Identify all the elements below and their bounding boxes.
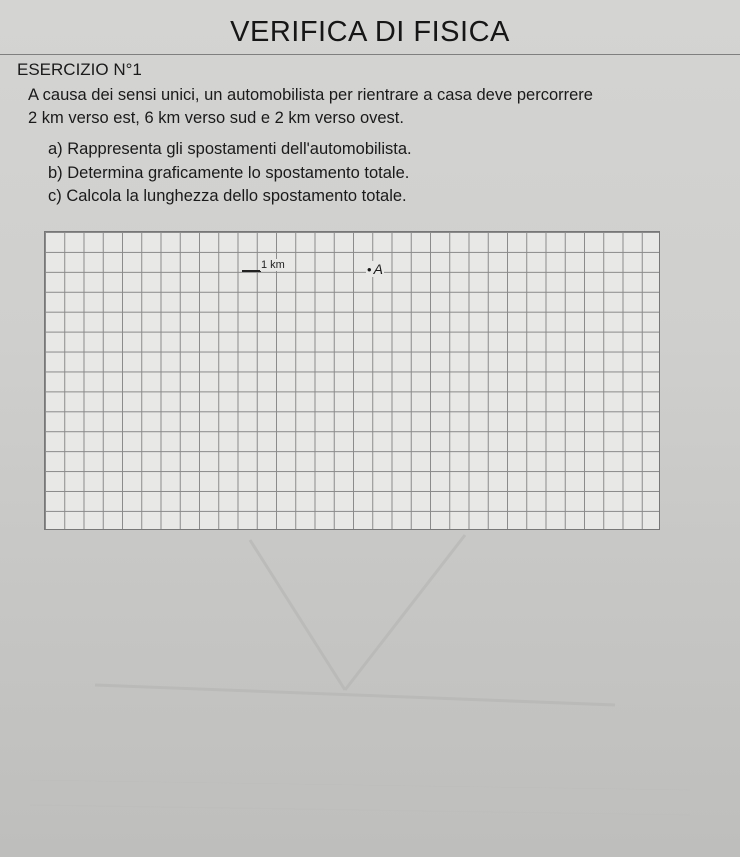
task-list xyxy=(48,138,412,209)
task-item-c: c) Calcola la lunghezza dello spostamento totale. xyxy=(48,187,407,205)
point-a xyxy=(366,261,384,277)
exercise-text xyxy=(28,84,708,130)
scale-bar xyxy=(242,270,261,272)
graph-paper-grid[interactable] xyxy=(44,231,660,530)
exercise-text-line: A causa dei sensi unici, un automobilista per rientrare a casa deve percorrere xyxy=(28,86,593,104)
title-divider xyxy=(0,54,740,55)
exercise-text-line: 2 km verso est, 6 km verso sud e 2 km verso ovest. xyxy=(28,109,404,127)
point-a-marker: • xyxy=(367,262,372,277)
page-title: VERIFICA DI FISICA xyxy=(230,16,510,48)
task-item-a: a) Rappresenta gli spostamenti dell'automobilista. xyxy=(48,140,412,158)
scale-label: 1 km xyxy=(261,259,285,271)
exercise-heading: ESERCIZIO N°1 xyxy=(17,60,142,79)
task-item-b: b) Determina graficamente lo spostamento totale. xyxy=(48,163,410,182)
point-a-label: A xyxy=(373,261,383,277)
